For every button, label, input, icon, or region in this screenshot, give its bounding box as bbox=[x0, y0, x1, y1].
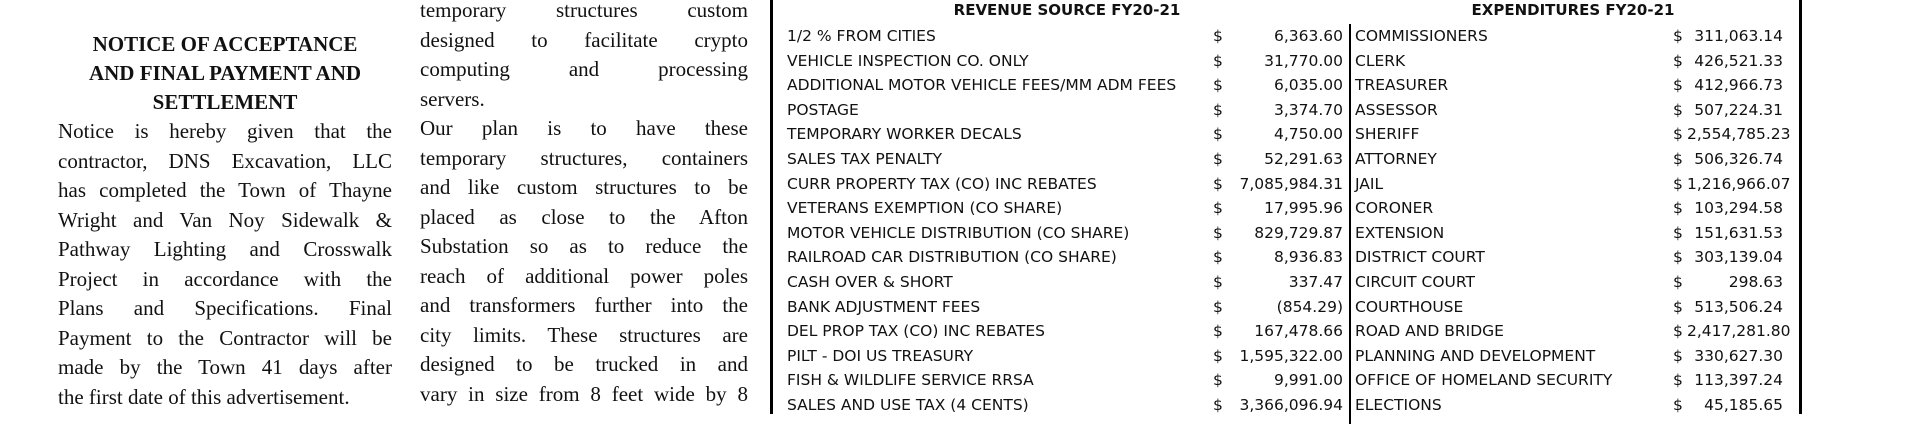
expenditure-amount: 151,631.53 bbox=[1694, 223, 1783, 242]
notice-body-line: Pathway Lighting and Crosswalk bbox=[58, 237, 392, 261]
revenue-label: TEMPORARY WORKER DECALS bbox=[787, 125, 1022, 144]
expenditure-row bbox=[1353, 245, 1793, 270]
expenditure-amount: 330,627.30 bbox=[1694, 346, 1783, 365]
expenditure-label: ATTORNEY bbox=[1355, 149, 1437, 168]
revenue-title: REVENUE SOURCE FY20-21 bbox=[953, 1, 1181, 19]
notice-body-line: Project in accordance with the bbox=[58, 266, 392, 291]
expenditure-amount: 103,294.58 bbox=[1694, 199, 1783, 218]
currency-sign: $ bbox=[1673, 199, 1683, 218]
expenditure-label: TREASURER bbox=[1355, 76, 1449, 95]
expenditure-label: ELECTIONS bbox=[1355, 395, 1442, 414]
revenue-amount: 3,366,096.94 bbox=[1239, 395, 1343, 414]
expenditure-amount: 303,139.04 bbox=[1694, 248, 1783, 267]
expenditure-row bbox=[1353, 172, 1793, 197]
revenue-row bbox=[787, 245, 1347, 270]
article-line: Substation so as to reduce the bbox=[420, 234, 748, 258]
revenue-amount: 17,995.96 bbox=[1264, 199, 1343, 218]
notice-body-line: the first date of this advertisement. bbox=[58, 384, 350, 409]
notice-title-line: NOTICE OF ACCEPTANCE bbox=[92, 32, 358, 56]
currency-sign: $ bbox=[1213, 272, 1223, 291]
expenditure-row bbox=[1353, 270, 1793, 295]
notice-body-line: Payment to the Contractor will be bbox=[58, 325, 392, 350]
currency-sign: $ bbox=[1213, 322, 1223, 341]
revenue-rows bbox=[787, 24, 1347, 418]
article-line: designed to facilitate crypto bbox=[420, 27, 748, 52]
revenue-amount: 829,729.87 bbox=[1254, 223, 1343, 242]
currency-sign: $ bbox=[1673, 100, 1683, 119]
notice-title bbox=[58, 30, 392, 117]
currency-sign: $ bbox=[1673, 371, 1683, 390]
revenue-label: DEL PROP TAX (CO) INC REBATES bbox=[787, 322, 1045, 341]
revenue-label: RAILROAD CAR DISTRIBUTION (CO SHARE) bbox=[787, 248, 1117, 267]
expenditure-amount: 513,506.24 bbox=[1694, 297, 1783, 316]
revenue-row bbox=[787, 73, 1347, 98]
expenditure-label: DISTRICT COURT bbox=[1355, 248, 1485, 267]
revenue-label: BANK ADJUSTMENT FEES bbox=[787, 297, 981, 316]
currency-sign: $ bbox=[1213, 100, 1223, 119]
expenditure-amount: 2,554,785.23 bbox=[1687, 125, 1791, 144]
notice-body bbox=[58, 117, 392, 412]
notice-title-line: AND FINAL PAYMENT AND bbox=[88, 61, 362, 85]
expenditure-row bbox=[1353, 73, 1793, 98]
expenditure-row bbox=[1353, 98, 1793, 123]
article-line: and like custom structures to be bbox=[420, 175, 748, 199]
revenue-label: VEHICLE INSPECTION CO. ONLY bbox=[787, 51, 1029, 70]
currency-sign: $ bbox=[1673, 248, 1683, 267]
revenue-row bbox=[787, 319, 1347, 344]
revenue-row bbox=[787, 49, 1347, 74]
notice-body-line: Notice is hereby given that the bbox=[58, 119, 392, 143]
currency-sign: $ bbox=[1213, 27, 1223, 45]
currency-sign: $ bbox=[1213, 125, 1223, 144]
revenue-label: MOTOR VEHICLE DISTRIBUTION (CO SHARE) bbox=[787, 223, 1130, 242]
revenue-row bbox=[787, 344, 1347, 369]
expenditures-title: EXPENDITURES FY20-21 bbox=[1471, 1, 1675, 19]
notice-body-line: Plans and Specifications. Final bbox=[58, 296, 392, 320]
revenue-row bbox=[787, 147, 1347, 172]
revenue-amount: 337.47 bbox=[1288, 272, 1343, 291]
revenue-row bbox=[787, 270, 1347, 295]
currency-sign: $ bbox=[1673, 322, 1683, 341]
expenditure-amount: 311,063.14 bbox=[1694, 27, 1783, 45]
expenditure-label: ASSESSOR bbox=[1355, 100, 1438, 119]
expenditure-amount: 1,216,966.07 bbox=[1687, 174, 1791, 193]
expenditure-label: CLERK bbox=[1355, 51, 1406, 70]
expenditure-label: CORONER bbox=[1355, 199, 1434, 218]
expenditures-section bbox=[1353, 0, 1793, 418]
article-line: reach of additional power poles bbox=[420, 263, 748, 288]
expenditure-amount: 426,521.33 bbox=[1694, 51, 1783, 70]
revenue-label: SALES TAX PENALTY bbox=[787, 149, 943, 168]
currency-sign: $ bbox=[1673, 125, 1683, 144]
expenditure-row bbox=[1353, 221, 1793, 246]
currency-sign: $ bbox=[1213, 223, 1223, 242]
currency-sign: $ bbox=[1213, 149, 1223, 168]
currency-sign: $ bbox=[1673, 272, 1683, 291]
expenditure-amount: 2,417,281.80 bbox=[1687, 322, 1791, 341]
currency-sign: $ bbox=[1673, 223, 1683, 242]
revenue-amount: 3,374.70 bbox=[1273, 100, 1343, 119]
notice-body-line: Wright and Van Noy Sidewalk & bbox=[58, 207, 392, 232]
article-column bbox=[420, 0, 748, 409]
revenue-amount: 52,291.63 bbox=[1264, 149, 1343, 168]
revenue-row bbox=[787, 196, 1347, 221]
expenditure-row bbox=[1353, 368, 1793, 393]
revenue-amount: 1,595,322.00 bbox=[1239, 346, 1343, 365]
currency-sign: $ bbox=[1213, 174, 1223, 193]
revenue-amount: 4,750.00 bbox=[1273, 125, 1343, 144]
revenue-amount: 9,991.00 bbox=[1273, 371, 1343, 390]
expenditure-rows bbox=[1353, 24, 1793, 418]
revenue-label: ADDITIONAL MOTOR VEHICLE FEES/MM ADM FEES bbox=[787, 76, 1177, 95]
revenue-label: FISH & WILDLIFE SERVICE RRSA bbox=[787, 371, 1034, 390]
revenue-section bbox=[787, 0, 1347, 418]
notice-column bbox=[58, 0, 392, 412]
expenditure-row bbox=[1353, 295, 1793, 320]
article-body bbox=[420, 0, 748, 409]
currency-sign: $ bbox=[1673, 297, 1683, 316]
currency-sign: $ bbox=[1673, 76, 1683, 95]
revenue-amount: (854.29) bbox=[1276, 297, 1343, 316]
revenue-amount: 6,035.00 bbox=[1273, 76, 1343, 95]
revenue-row bbox=[787, 98, 1347, 123]
expenditure-amount: 412,966.73 bbox=[1694, 76, 1783, 95]
currency-sign: $ bbox=[1213, 395, 1223, 414]
article-line: temporary structures, containers bbox=[420, 145, 748, 170]
expenditure-row bbox=[1353, 319, 1793, 344]
currency-sign: $ bbox=[1213, 76, 1223, 95]
article-line: vary in size from 8 feet wide by 8 bbox=[420, 381, 748, 406]
revenue-row bbox=[787, 221, 1347, 246]
expenditure-row bbox=[1353, 122, 1793, 147]
currency-sign: $ bbox=[1673, 51, 1683, 70]
currency-sign: $ bbox=[1673, 27, 1683, 45]
article-line: temporary structures custom bbox=[420, 0, 748, 22]
article-line: Our plan is to have these bbox=[420, 116, 748, 140]
currency-sign: $ bbox=[1213, 371, 1223, 390]
currency-sign: $ bbox=[1213, 51, 1223, 70]
revenue-row bbox=[787, 368, 1347, 393]
expenditure-label: EXTENSION bbox=[1355, 223, 1445, 242]
expenditure-amount: 507,224.31 bbox=[1694, 100, 1783, 119]
article-line: designed to be trucked in and bbox=[420, 352, 748, 376]
revenue-row bbox=[787, 295, 1347, 320]
revenue-label: CASH OVER & SHORT bbox=[787, 272, 953, 291]
revenue-label: PILT - DOI US TREASURY bbox=[787, 346, 974, 365]
revenue-row bbox=[787, 172, 1347, 197]
expenditure-label: OFFICE OF HOMELAND SECURITY bbox=[1355, 371, 1613, 390]
expenditure-label: COURTHOUSE bbox=[1355, 297, 1464, 316]
notice-body-line: has completed the Town of Thayne bbox=[58, 178, 392, 202]
expenditure-label: SHERIFF bbox=[1355, 125, 1420, 144]
notice-body-line: made by the Town 41 days after bbox=[58, 355, 392, 379]
currency-sign: $ bbox=[1673, 174, 1683, 193]
revenue-label: CURR PROPERTY TAX (CO) INC REBATES bbox=[787, 174, 1097, 193]
revenue-row bbox=[787, 122, 1347, 147]
revenue-amount: 6,363.60 bbox=[1273, 27, 1343, 45]
expenditure-label: COMMISSIONERS bbox=[1355, 27, 1488, 45]
budget-table bbox=[770, 0, 1802, 414]
currency-sign: $ bbox=[1673, 149, 1683, 168]
notice-title-line: SETTLEMENT bbox=[152, 90, 298, 114]
currency-sign: $ bbox=[1213, 346, 1223, 365]
expenditure-amount: 506,326.74 bbox=[1694, 149, 1783, 168]
revenue-row bbox=[787, 393, 1347, 418]
article-line: servers. bbox=[420, 86, 485, 111]
expenditure-amount: 298.63 bbox=[1728, 272, 1783, 291]
article-line: computing and processing bbox=[420, 57, 748, 81]
expenditure-label: CIRCUIT COURT bbox=[1355, 272, 1476, 291]
revenue-label: VETERANS EXEMPTION (CO SHARE) bbox=[787, 199, 1063, 218]
revenue-label: POSTAGE bbox=[787, 100, 859, 119]
article-line: placed as close to the Afton bbox=[420, 204, 748, 229]
revenue-amount: 31,770.00 bbox=[1264, 51, 1343, 70]
revenue-label: SALES AND USE TAX (4 CENTS) bbox=[787, 395, 1029, 414]
revenue-amount: 8,936.83 bbox=[1273, 248, 1343, 267]
expenditure-row bbox=[1353, 196, 1793, 221]
expenditure-row bbox=[1353, 24, 1793, 49]
expenditure-label: ROAD AND BRIDGE bbox=[1355, 322, 1504, 341]
article-line: and transformers further into the bbox=[420, 293, 748, 317]
revenue-label: 1/2 % FROM CITIES bbox=[787, 27, 936, 45]
currency-sign: $ bbox=[1673, 346, 1683, 365]
currency-sign: $ bbox=[1213, 199, 1223, 218]
expenditure-amount: 45,185.65 bbox=[1704, 395, 1783, 414]
notice-body-line: contractor, DNS Excavation, LLC bbox=[58, 148, 392, 173]
expenditure-amount: 113,397.24 bbox=[1694, 371, 1783, 390]
expenditure-row bbox=[1353, 344, 1793, 369]
expenditure-row bbox=[1353, 147, 1793, 172]
expenditure-label: JAIL bbox=[1355, 174, 1384, 193]
article-line: city limits. These structures are bbox=[420, 322, 748, 347]
currency-sign: $ bbox=[1673, 395, 1683, 414]
expenditure-row bbox=[1353, 49, 1793, 74]
currency-sign: $ bbox=[1213, 248, 1223, 267]
expenditure-label: PLANNING AND DEVELOPMENT bbox=[1355, 346, 1596, 365]
expenditure-row bbox=[1353, 393, 1793, 418]
revenue-amount: 7,085,984.31 bbox=[1239, 174, 1343, 193]
revenue-amount: 167,478.66 bbox=[1254, 322, 1343, 341]
revenue-row bbox=[787, 24, 1347, 49]
currency-sign: $ bbox=[1213, 297, 1223, 316]
column-divider bbox=[1349, 24, 1351, 424]
